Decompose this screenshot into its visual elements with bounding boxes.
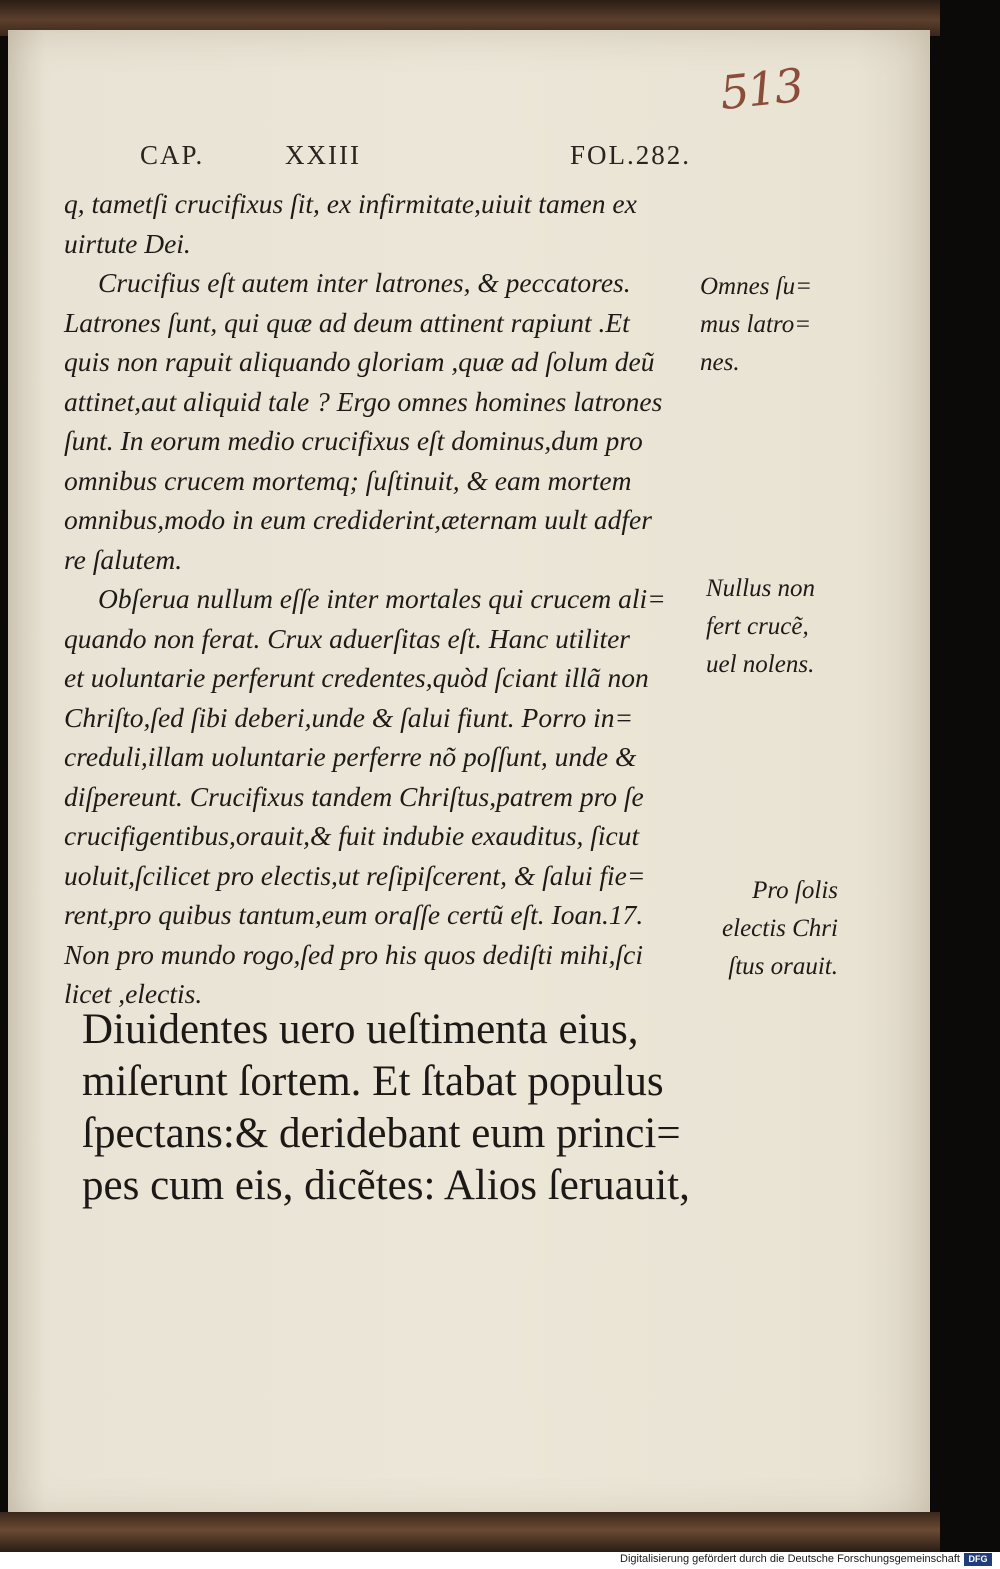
handwritten-folio-number: 513 bbox=[717, 57, 805, 121]
running-head-folio: FOL.282. bbox=[570, 140, 692, 170]
text-line: Obſerua nullum eſſe inter mortales qui crucem ali= bbox=[98, 583, 666, 614]
text-line: crucifigentibus,orauit,& fuit indubie exauditus, ſicut bbox=[64, 820, 640, 851]
text-line: diſpereunt. Crucifixus tandem Chriſtus,patrem pro ſe bbox=[64, 780, 644, 812]
text-line: quando non ferat. Crux aduerſitas eſt. Hanc utiliter bbox=[64, 622, 631, 654]
text-line: ſunt. In eorum medio crucifixus eſt dominus,dum pro bbox=[64, 425, 643, 456]
marginal-line: ſtus orauit. bbox=[728, 953, 838, 980]
book-edge-bottom bbox=[0, 1512, 940, 1552]
marginal-line: Omnes ſu= bbox=[700, 273, 812, 300]
scripture-line: pes cum eis, dicẽtes: Alios ſeruauit, bbox=[82, 1162, 690, 1209]
text-line: quis non rapuit aliquando gloriam ,quæ ad ſolum deũ bbox=[64, 346, 655, 377]
text-line: creduli,illam uoluntarie perferre nõ poſſunt, unde & bbox=[64, 741, 637, 772]
scripture-line: ſpectans:& deridebant eum princi= bbox=[82, 1110, 681, 1157]
marginal-note-electis bbox=[706, 872, 838, 986]
text-line: re ſalutem. bbox=[64, 543, 183, 575]
marginal-line: electis Chri bbox=[722, 915, 838, 942]
commentary-text bbox=[64, 184, 704, 1014]
scripture-text bbox=[82, 1004, 722, 1212]
running-head-chapter: XXIII bbox=[285, 140, 361, 170]
marginal-line: Pro ſolis bbox=[752, 877, 838, 904]
running-head-cap: CAP. bbox=[140, 140, 205, 170]
marginal-line: Nullus non bbox=[706, 575, 816, 602]
text-line: et uoluntarie perferunt credentes,quòd ſciant illã non bbox=[64, 662, 649, 693]
marginal-note-crux bbox=[706, 570, 815, 684]
text-line: omnibus,modo in eum crediderint,æternam uult adfer bbox=[64, 504, 652, 535]
scripture-line: Diuidentes uero ueſtimenta eius, bbox=[82, 1006, 639, 1053]
text-line: attinet,aut aliquid tale ? Ergo omnes homines latrones bbox=[64, 385, 663, 417]
text-line: q, tametſi crucifixus ſit, ex infirmitate,uiuit tamen ex bbox=[64, 188, 637, 219]
text-line: Chriſto,ſed ſibi deberi,unde & ſalui fiunt. Porro in= bbox=[64, 701, 634, 733]
text-line: rent,pro quibus tantum,eum oraſſe certũ eſt. Ioan.17. bbox=[64, 899, 644, 930]
scripture-line: miſerunt ſortem. Et ſtabat populus bbox=[82, 1058, 664, 1105]
text-line: Latrones ſunt, qui quæ ad deum attinent rapiunt .Et bbox=[64, 306, 630, 338]
funding-notice: Digitalisierung gefördert durch die Deutsche Forschungsgemeinschaft bbox=[620, 1553, 960, 1565]
marginal-line: nes. bbox=[700, 349, 740, 376]
text-line: licet ,electis. bbox=[64, 978, 203, 1009]
dfg-logo: DFG bbox=[964, 1553, 992, 1566]
marginal-note-latrones bbox=[700, 268, 812, 382]
text-line: Non pro mundo rogo,ſed pro his quos dediſti mihi,ſci bbox=[64, 938, 644, 970]
running-head bbox=[140, 140, 700, 180]
text-line: uoluit,ſcilicet pro electis,ut reſipiſcerent, & ſalui fie= bbox=[64, 859, 646, 891]
text-line: uirtute Dei. bbox=[64, 227, 191, 259]
marginal-line: uel nolens. bbox=[706, 651, 815, 678]
marginal-line: mus latro= bbox=[700, 311, 812, 338]
text-line: Crucifius eſt autem inter latrones, & peccatores. bbox=[98, 267, 631, 298]
marginal-line: fert crucẽ, bbox=[706, 613, 809, 640]
text-line: omnibus crucem mortemq; ſuſtinuit, & eam mortem bbox=[64, 464, 632, 496]
